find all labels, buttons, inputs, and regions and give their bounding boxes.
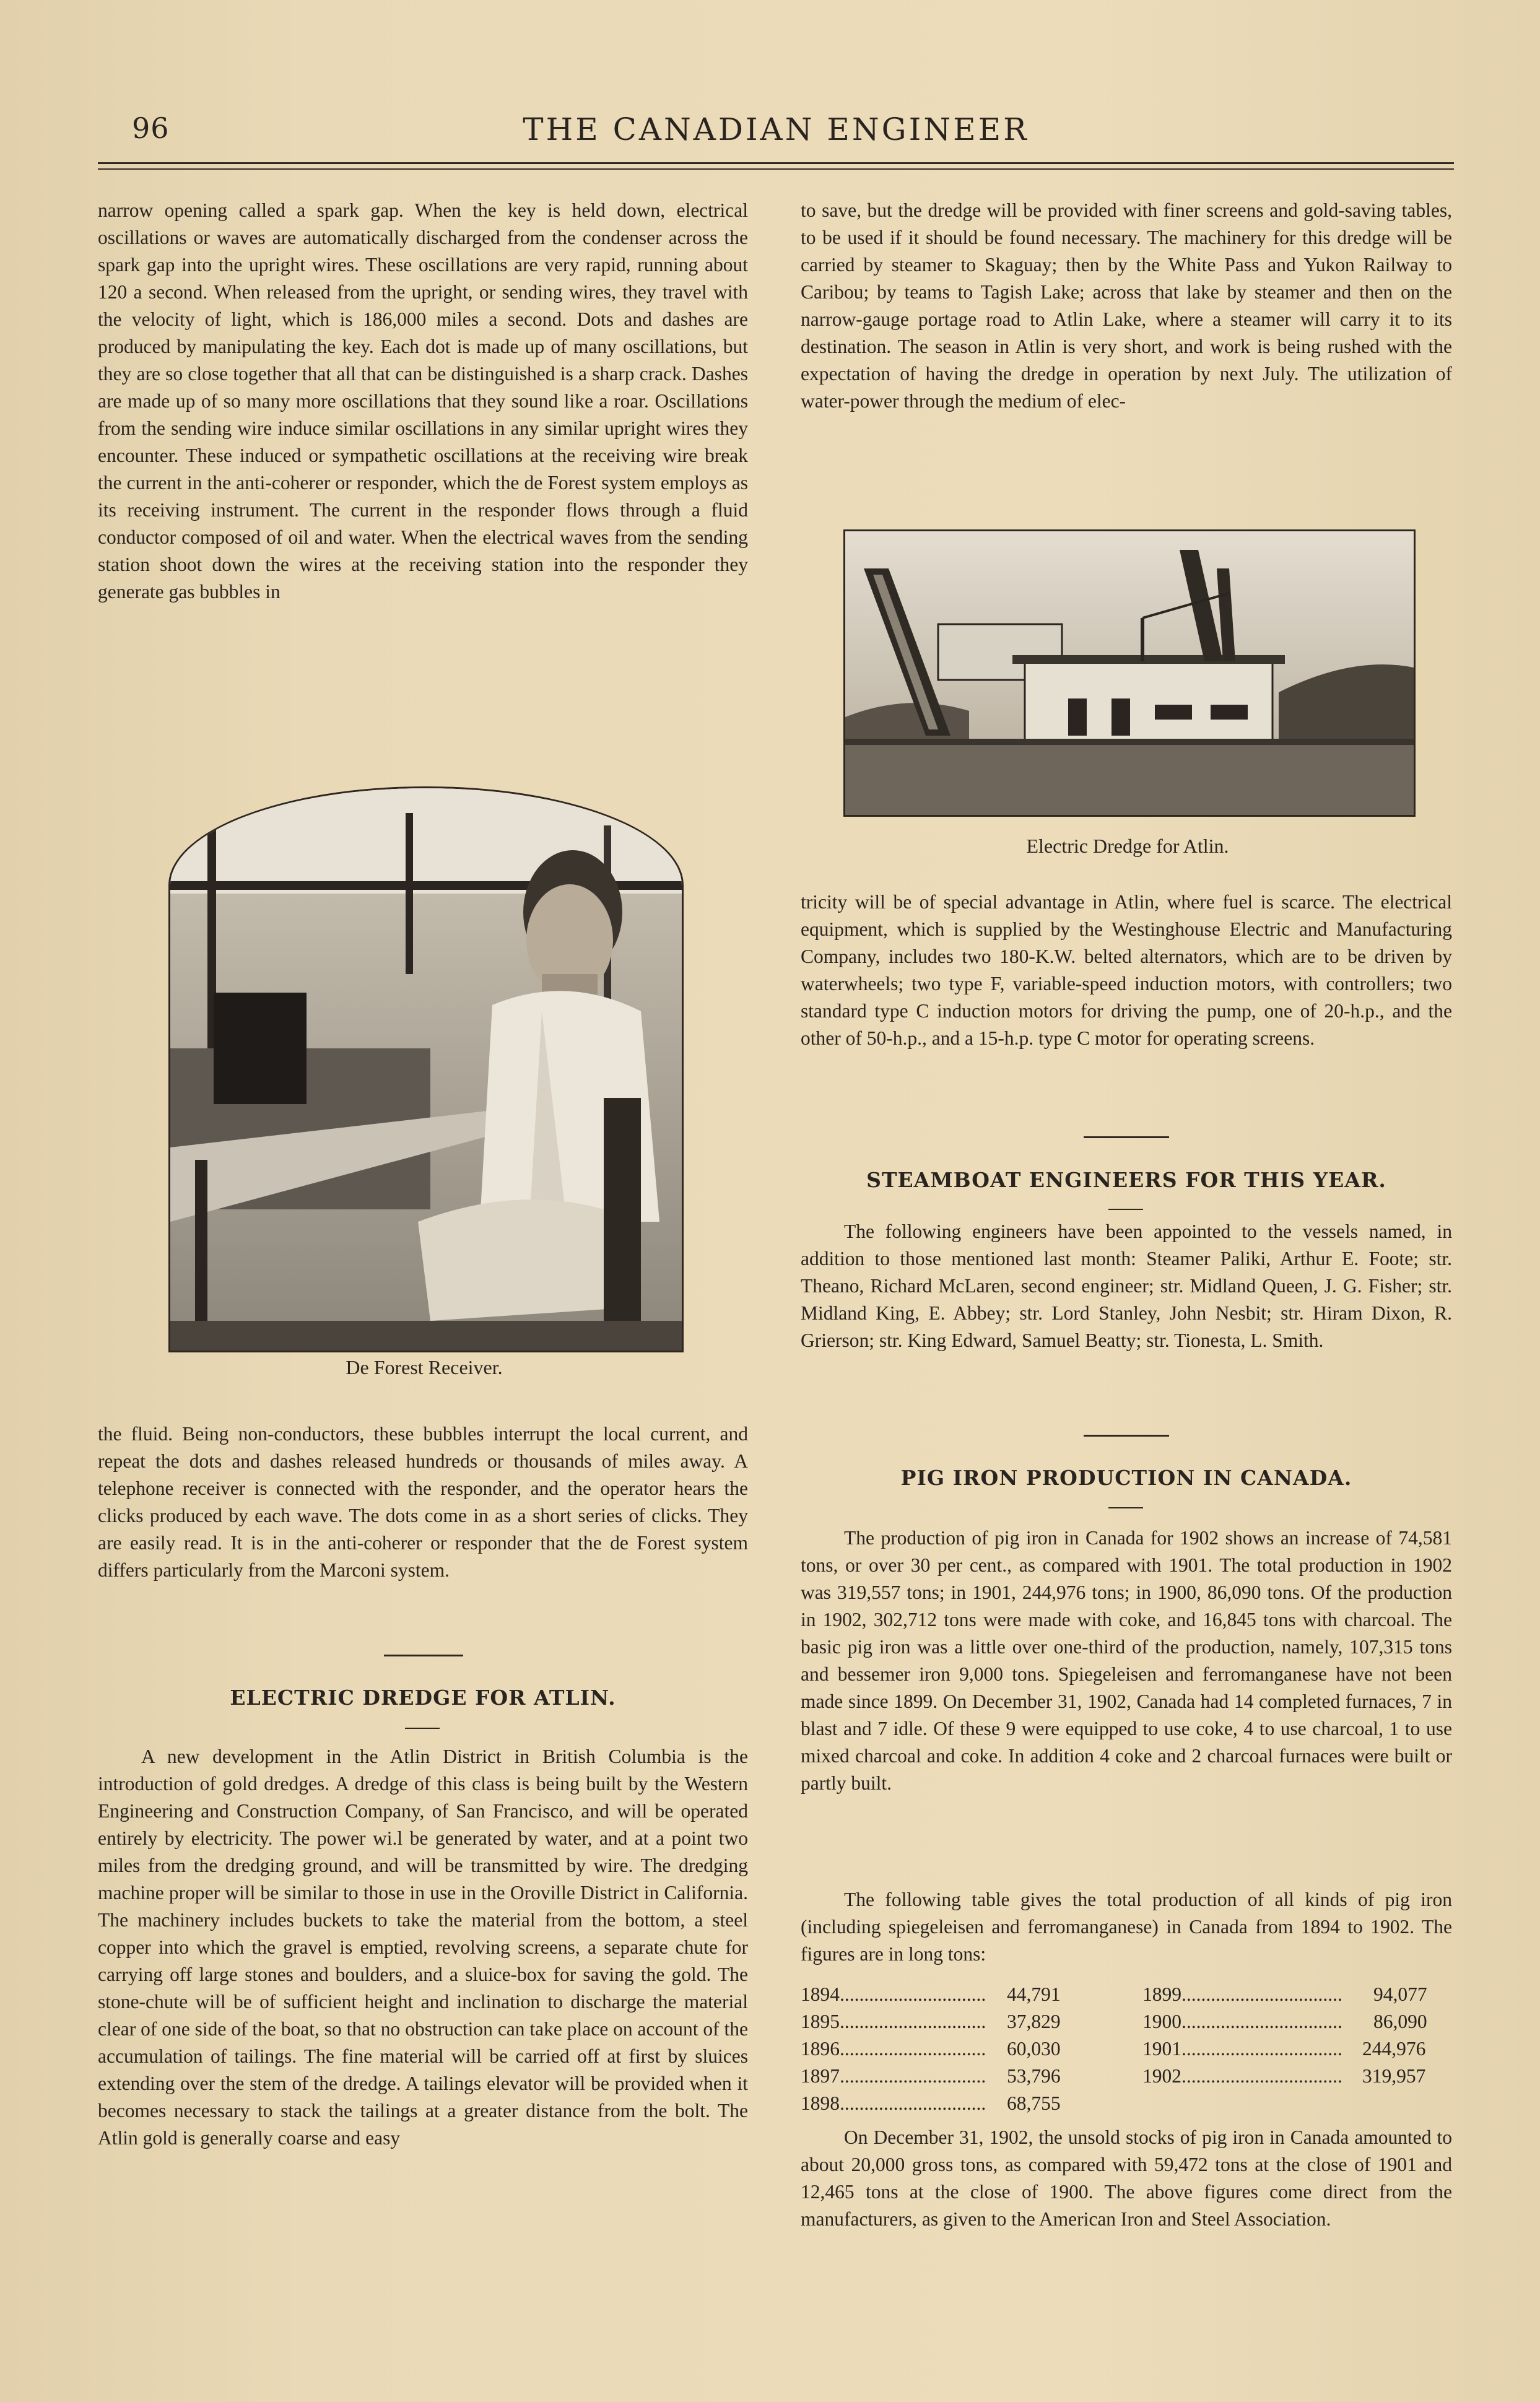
body-text: the fluid. Being non-conductors, these bubbles interrupt the local current, and repeat the dots and dashes released hundreds or thousands of miles away. A telephone receiver is connected with the responder, and the operator hears the clicks produced by each wave. The dots come in as a short series of clicks. They are easily read. It is in the anti-coherer or responder that the de Forest system differs particularly from the Marconi system.	[98, 1423, 748, 1581]
heading-underline	[1108, 1209, 1143, 1210]
page-header	[98, 111, 1454, 149]
steamboat-article	[801, 1218, 1452, 1354]
heading-underline	[405, 1728, 440, 1729]
body-text: A new development in the Atlin District in British Columbia is the introduction of gold dredges. A dredge of this class is being built by the Western Engineering and Construction Company, of San Francisco, and will be operated entirely by electricity. The power wi.l be generated by water, and at a point two miles from the dredging ground, and will be transmitted by wire. The dredging machine proper will be similar to those in use in the Oroville District in California. The machinery includes buckets to take the material from the bottom, a steel copper into which the gravel is emptied, revolving screens, a separate chute for carrying off large stones and boulders, and a sluice-box for saving the gold. The stone-chute will be of sufficient height and inclination to discharge the material clear of one side of the boat, so that no obstruction can take place on account of the accumulation of tailings. The fine material will be carried off at first by sluices extending over the stem of the dredge. A tailings elevator will be provided when it becomes necessary to stack the tailings at a greater distance from the bolt. The Atlin gold is generally coarse and easy	[98, 1746, 748, 2149]
section-divider	[1084, 1136, 1169, 1138]
section-heading-electric-dredge: ELECTRIC DREDGE FOR ATLIN.	[230, 1686, 616, 1710]
table-row: 1898.............................. 68,755	[801, 2092, 1061, 2114]
table-row: 1896.............................. 60,030	[801, 2038, 1061, 2060]
de-forest-receiver-photo	[168, 786, 684, 1352]
body-text: tricity will be of special advantage in Atlin, where fuel is scarce. The electrical equipment, which is supplied by the Westinghouse Electric and Manufacturing Company, includes two 180-K.W. belted alternators, which are to be driven by waterwheels; two type F, variable-speed induction motors, with controllers; two standard type C induction motors for driving the pump, one of 20-h.p., and the other of 50-h.p., and a 15-h.p. type C motor for operating screens.	[801, 891, 1452, 1049]
header-rule-thin	[98, 168, 1454, 170]
table-row: 1894.............................. 44,791	[801, 1983, 1061, 2005]
receiver-illustration	[170, 788, 682, 1351]
body-text: narrow opening called a spark gap. When the key is held down, electrical oscillations or waves are automatically discharged from the condenser across the spark gap into the upright wires. These oscillations are very rapid, running about 120 a second. When released from the upright, or sending wires, they travel with the velocity of light, which is 186,000 miles a second. Dots and dashes are produced by manipulating the key. Each dot is made up of many oscillations, but they are so close together that all that can be distinguished is a sharp crack. Dashes are made up of so many more oscillations that they sound like a roar. Oscillations from the sending wire induce similar oscillations in any similar upright wires they encounter. These induced or sympathetic oscillations at the receiving wire break the current in the anti-coherer or responder, which the de Forest system employs as its receiving instrument. The current in the responder flows through a fluid conductor composed of oil and water. When the electrical waves from the sending station shoot down the wires at the receiving station into the responder they generate gas bubbles in	[98, 199, 748, 603]
pig-iron-paragraph-2	[801, 1886, 1452, 1968]
table-row: 1897.............................. 53,796	[801, 2065, 1061, 2087]
section-divider	[384, 1655, 463, 1656]
pig-iron-paragraph-1	[801, 1525, 1452, 1797]
body-text: The production of pig iron in Canada for 1902 shows an increase of 74,581 tons, or over 30 per cent., as compared with 1901. The total production in 1902 was 319,557 tons; in 1901, 244,976 tons; in 1900, 86,090 tons. Of the production in 1902, 302,712 tons were made with coke, and 16,845 tons with charcoal. The basic pig iron was a little over one-third of the production, namely, 107,315 tons and bessemer iron 9,000 tons. Spiegeleisen and ferromanganese have not been made since 1899. On December 31, 1902, Canada had 14 completed furnaces, 7 in blast and 7 idle. Of these 9 were equipped to use coke, 4 to use charcoal, 1 to use mixed charcoal and coke. In addition 4 coke and 2 charcoal furnaces were built or partly built.	[801, 1527, 1452, 1794]
table-row: 1902................................. 319,957	[1142, 2065, 1426, 2087]
receiver-caption: De Forest Receiver.	[346, 1356, 503, 1378]
right-column-paragraph-2	[801, 889, 1452, 1052]
section-divider	[1084, 1435, 1169, 1437]
left-column-paragraph-1	[98, 197, 748, 606]
page-number: 96	[132, 111, 170, 145]
heading-underline	[1108, 1507, 1143, 1508]
dredge-caption: Electric Dredge for Atlin.	[1026, 835, 1229, 857]
body-text: The following table gives the total production of all kinds of pig iron (including spiegeleisen and ferromanganese) in Canada from 1894 to 1902. The figures are in long tons:	[801, 1889, 1452, 1965]
section-heading-pig-iron: PIG IRON PRODUCTION IN CANADA.	[900, 1466, 1352, 1490]
section-heading-steamboat-engineers: STEAMBOAT ENGINEERS FOR THIS YEAR.	[866, 1168, 1386, 1192]
dredge-illustration	[845, 531, 1414, 815]
body-text: to save, but the dredge will be provided with finer screens and gold-saving tables, to be used if it should be found necessary. The machinery for this dredge will be carried by steamer to Skaguay; then by the White Pass and Yukon Railway to Caribou; by teams to Tagish Lake; across that lake by steamer and then on the narrow-gauge portage road to Atlin Lake, where a steamer will carry it to its destination. The season in Atlin is very short, and work is being rushed with the expectation of having the dredge in operation by next July. The utilization of water-power through the medium of elec-	[801, 199, 1452, 412]
table-row: 1895.............................. 37,829	[801, 2011, 1061, 2032]
right-column-paragraph-1	[801, 197, 1452, 415]
table-row: 1899................................. 94,077	[1142, 1983, 1427, 2005]
table-row: 1900................................. 86,090	[1142, 2011, 1427, 2032]
left-column-paragraph-2	[98, 1421, 748, 1584]
electric-dredge-photo	[843, 529, 1416, 817]
header-rule	[98, 162, 1454, 164]
body-text: On December 31, 1902, the unsold stocks of pig iron in Canada amounted to about 20,000 gross tons, as compared with 59,472 tons at the close of 1901 and 12,465 tons at the close of 1900. The above figures come direct from the manufacturers, as given to the American Iron and Steel Association.	[801, 2126, 1452, 2230]
pig-iron-heading-block	[801, 1464, 1452, 1492]
steamboat-heading-block	[801, 1167, 1452, 1194]
left-column-dredge-article	[98, 1743, 748, 2152]
pig-iron-paragraph-3	[801, 2124, 1452, 2233]
dredge-heading-block	[98, 1684, 748, 1712]
body-text: The following engineers have been appointed to the vessels named, in addition to those mentioned last month: Steamer Paliki, Arthur E. Foote; str. Theano, Richard McLaren, second engineer; str. Midland Queen, J. G. Fisher; str. Midland King, E. Abbey; str. Lord Stanley, John Nesbit; str. Hiram Dixon, R. Grierson; str. King Edward, Samuel Beatty; str. Tionesta, L. Smith.	[801, 1221, 1452, 1351]
journal-title: THE CANADIAN ENGINEER	[523, 111, 1029, 147]
table-row: 1901................................. 244,976	[1142, 2038, 1426, 2060]
